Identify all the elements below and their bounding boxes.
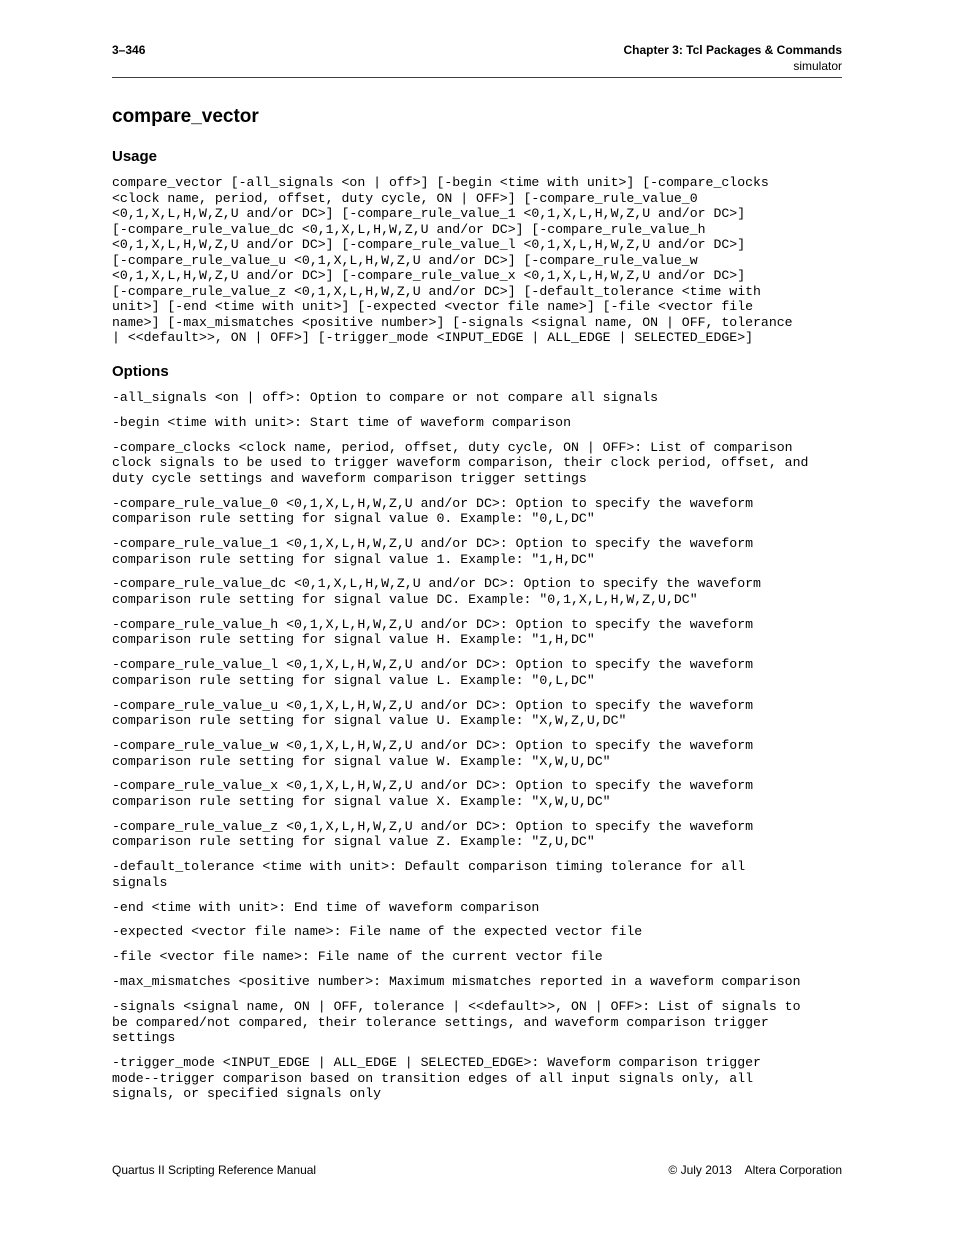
option-item: -compare_rule_value_w <0,1,X,L,H,W,Z,U and/or DC>: Option to specify the waveform comparison rule setting for signal value W. Example: "X,W,U,DC" bbox=[112, 738, 754, 769]
footer-manual-title: Quartus II Scripting Reference Manual bbox=[112, 1163, 317, 1177]
command-title: compare_vector bbox=[112, 106, 259, 127]
options-heading: Options bbox=[112, 363, 169, 380]
option-item: -file <vector file name>: File name of the current vector file bbox=[112, 949, 603, 965]
option-item: -compare_rule_value_u <0,1,X,L,H,W,Z,U and/or DC>: Option to specify the waveform comparison rule setting for signal value U. Example: "X,W,Z,U,DC" bbox=[112, 697, 754, 729]
option-item: -compare_rule_value_l <0,1,X,L,H,W,Z,U and/or DC>: Option to specify the waveform comparison rule setting for signal value L. Example: "0,L,DC" bbox=[112, 657, 754, 688]
option-item: -expected <vector file name>: File name of the expected vector file bbox=[112, 924, 643, 940]
option-item: -end <time with unit>: End time of waveform comparison bbox=[112, 899, 540, 915]
option-item: -compare_rule_value_z <0,1,X,L,H,W,Z,U and/or DC>: Option to specify the waveform comparison rule setting for signal value Z. Example: "Z,U,DC" bbox=[112, 818, 754, 850]
usage-text: compare_vector [-all_signals <on | off>] [-begin <time with unit>] [-compare_clocks <clock name, period, offset, duty cycle, ON | OFF>] [-compare_rule_value_0 <0,1,X,L,H,W,Z,U and/or DC>] [-compare_rule_value_1 <0,1,X,L,H,W,Z,U and/or DC>] [-compare_rule_value_dc <0,1,X,L,H,W,Z,U and/or DC>] [-compare_rule_value_h <0,1,X,L,H,W,Z,U and/or DC>] [-compare_rule_value_l <0,1,X,L,H,W,Z,U and/or DC>] [-compare_rule_value_u <0,1,X,L,H,W,Z,U and/or DC>] [-compare_rule_value_w <0,1,X,L,H,W,Z,U and/or DC>] [-compare_rule_value_x <0,1,X,L,H,W,Z,U and/or DC>] [-compare_rule_value_z <0,1,X,L,H,W,Z,U and/or DC>] [-default_tolerance <time with unit>] [-end <time with unit>] [-expected <vector file name>] [-file <vector file name>] [-max_mismatches <positive number>] [-signals <signal name, ON | OFF, tolerance | <<default>>, ON | OFF>] [-trigger_mode <INPUT_EDGE | ALL_EDGE | SELECTED_EDGE>] bbox=[112, 175, 793, 345]
option-item: -compare_rule_value_h <0,1,X,L,H,W,Z,U and/or DC>: Option to specify the waveform comparison rule setting for signal value H. Example: "1,H,DC" bbox=[112, 616, 754, 648]
option-item: -compare_rule_value_x <0,1,X,L,H,W,Z,U and/or DC>: Option to specify the waveform comparison rule setting for signal value X. Example: "X,W,U,DC" bbox=[112, 778, 754, 809]
chapter-subtitle: simulator bbox=[793, 59, 842, 73]
header-divider bbox=[112, 77, 842, 78]
option-item: -compare_clocks <clock name, period, offset, duty cycle, ON | OFF>: List of comparison clock signals to be used to trigger waveform comparison, their clock period, offset, and duty cycle settings and waveform comparison trigger settings bbox=[112, 439, 809, 486]
option-item: -max_mismatches <positive number>: Maximum mismatches reported in a waveform comparison bbox=[112, 974, 801, 990]
options-list bbox=[112, 390, 852, 1111]
option-item: -default_tolerance <time with unit>: Default comparison timing tolerance for all signals bbox=[112, 859, 746, 890]
option-item: -trigger_mode <INPUT_EDGE | ALL_EDGE | SELECTED_EDGE>: Waveform comparison trigger mode--trigger comparison based on transition edges of all input signals only, all signals, or specified signals only bbox=[112, 1055, 761, 1102]
chapter-title: Chapter 3: Tcl Packages & Commands bbox=[623, 43, 842, 57]
option-item: -compare_rule_value_0 <0,1,X,L,H,W,Z,U and/or DC>: Option to specify the waveform comparison rule setting for signal value 0. Example: "0,L,DC" bbox=[112, 495, 754, 527]
page-number: 3–346 bbox=[112, 43, 146, 57]
option-item: -all_signals <on | off>: Option to compare or not compare all signals bbox=[112, 390, 659, 405]
usage-heading: Usage bbox=[112, 148, 158, 165]
footer-copyright: © July 2013 Altera Corporation bbox=[668, 1163, 842, 1177]
option-item: -begin <time with unit>: Start time of waveform comparison bbox=[112, 414, 571, 430]
option-item: -compare_rule_value_dc <0,1,X,L,H,W,Z,U and/or DC>: Option to specify the waveform comparison rule setting for signal value DC. Example: "0,1,X,L,H,W,Z,U,DC" bbox=[112, 576, 761, 607]
option-item: -signals <signal name, ON | OFF, tolerance | <<default>>, ON | OFF>: List of signals to be compared/not compared, their tolerance settings, and waveform comparison trigger settings bbox=[112, 999, 801, 1046]
option-item: -compare_rule_value_1 <0,1,X,L,H,W,Z,U and/or DC>: Option to specify the waveform comparison rule setting for signal value 1. Example: "1,H,DC" bbox=[112, 536, 754, 567]
